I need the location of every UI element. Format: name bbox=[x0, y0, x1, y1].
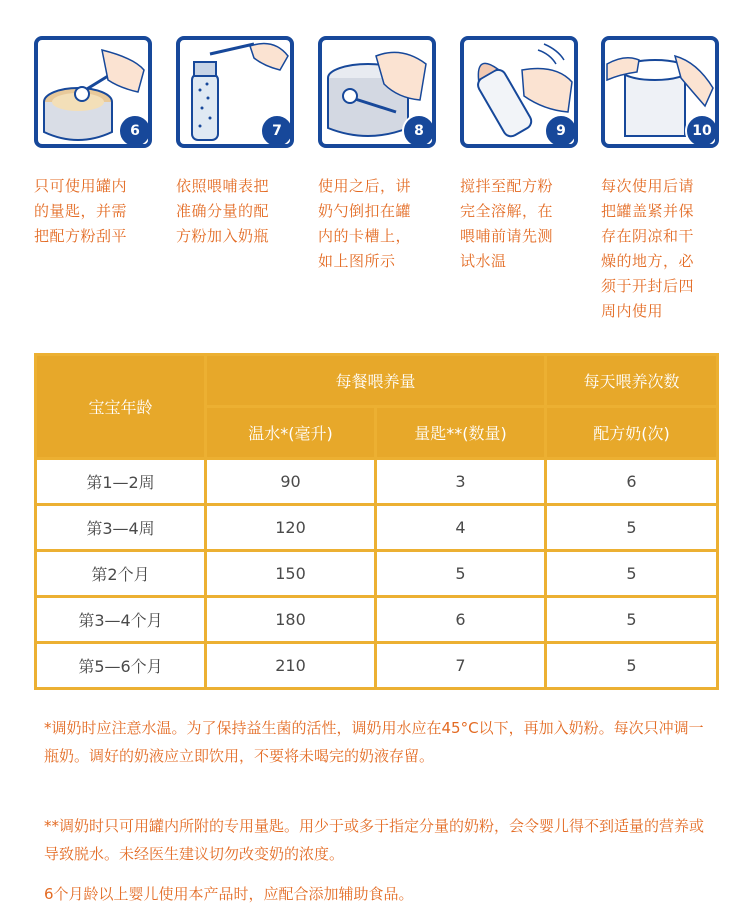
step-9-caption: 搅拌至配方粉 完全溶解，在 喂哺前请先测 试水温 bbox=[460, 177, 554, 270]
step-6-caption: 只可使用罐内 的量匙，并需 把配方粉刮平 bbox=[34, 177, 128, 245]
cell-scoop: 5 bbox=[376, 551, 546, 597]
cell-age: 第2个月 bbox=[36, 551, 206, 597]
cell-scoop: 7 bbox=[376, 643, 546, 689]
step-10-caption: 每次使用后请 把罐盖紧并保 存在阴凉和干 燥的地方，必 须于开封后四 周内使用 bbox=[601, 177, 695, 320]
cell-times: 5 bbox=[546, 505, 718, 551]
cell-times: 5 bbox=[546, 643, 718, 689]
table-row bbox=[36, 597, 718, 643]
table-row bbox=[36, 459, 718, 505]
step-8-illustration bbox=[318, 36, 436, 148]
header-daily-feeds: 每天喂养次数 bbox=[546, 355, 718, 407]
step-9-number-badge: 9 bbox=[544, 114, 578, 148]
note-complementary-food: 6个月龄以上婴儿使用本产品时，应配合添加辅助食品。 bbox=[44, 885, 414, 903]
step-8-caption: 使用之后，讲 奶勺倒扣在罐 内的卡槽上， 如上图所示 bbox=[318, 177, 412, 270]
table-row bbox=[36, 551, 718, 597]
cell-water: 120 bbox=[206, 505, 376, 551]
cell-times: 5 bbox=[546, 551, 718, 597]
cell-scoop: 6 bbox=[376, 597, 546, 643]
cell-water: 210 bbox=[206, 643, 376, 689]
feeding-table bbox=[34, 353, 719, 690]
step-7-illustration bbox=[176, 36, 294, 148]
note-water-temperature: *调奶时应注意水温。为了保持益生菌的活性，调奶用水应在45°C以下，再加入奶粉。每次只冲调一瓶奶。调好的奶液应立即饮用，不要将未喝完的奶液存留。 bbox=[44, 719, 704, 765]
cell-scoop: 4 bbox=[376, 505, 546, 551]
cell-age: 第3—4周 bbox=[36, 505, 206, 551]
step-9-illustration bbox=[460, 36, 578, 148]
cell-times: 6 bbox=[546, 459, 718, 505]
step-7-number-badge: 7 bbox=[260, 114, 294, 148]
cell-times: 5 bbox=[546, 597, 718, 643]
header-per-meal-amount: 每餐喂养量 bbox=[206, 355, 546, 407]
step-6-number-badge: 6 bbox=[118, 114, 152, 148]
table-header-row bbox=[36, 355, 718, 407]
step-10 bbox=[601, 36, 719, 324]
table-row bbox=[36, 643, 718, 689]
step-8 bbox=[318, 36, 436, 274]
step-6-illustration bbox=[34, 36, 152, 148]
cell-scoop: 3 bbox=[376, 459, 546, 505]
cell-age: 第5—6个月 bbox=[36, 643, 206, 689]
cell-water: 90 bbox=[206, 459, 376, 505]
step-9 bbox=[460, 36, 578, 274]
header-warm-water: 温水*(毫升) bbox=[206, 407, 376, 459]
header-scoops: 量匙**(数量) bbox=[376, 407, 546, 459]
step-7-caption: 依照喂哺表把 准确分量的配 方粉加入奶瓶 bbox=[176, 177, 270, 245]
step-10-illustration bbox=[601, 36, 719, 148]
cell-water: 150 bbox=[206, 551, 376, 597]
step-10-number-badge: 10 bbox=[685, 114, 719, 148]
step-6 bbox=[34, 36, 152, 249]
table-row bbox=[36, 505, 718, 551]
cell-age: 第1—2周 bbox=[36, 459, 206, 505]
step-7 bbox=[176, 36, 294, 249]
header-baby-age: 宝宝年龄 bbox=[36, 355, 206, 459]
step-8-number-badge: 8 bbox=[402, 114, 436, 148]
cell-age: 第3—4个月 bbox=[36, 597, 206, 643]
header-formula-times: 配方奶(次) bbox=[546, 407, 718, 459]
note-scoop-usage: **调奶时只可用罐内所附的专用量匙。用少于或多于指定分量的奶粉，会令婴儿得不到适量的营养或导致脱水。未经医生建议切勿改变奶的浓度。 bbox=[44, 817, 705, 863]
cell-water: 180 bbox=[206, 597, 376, 643]
